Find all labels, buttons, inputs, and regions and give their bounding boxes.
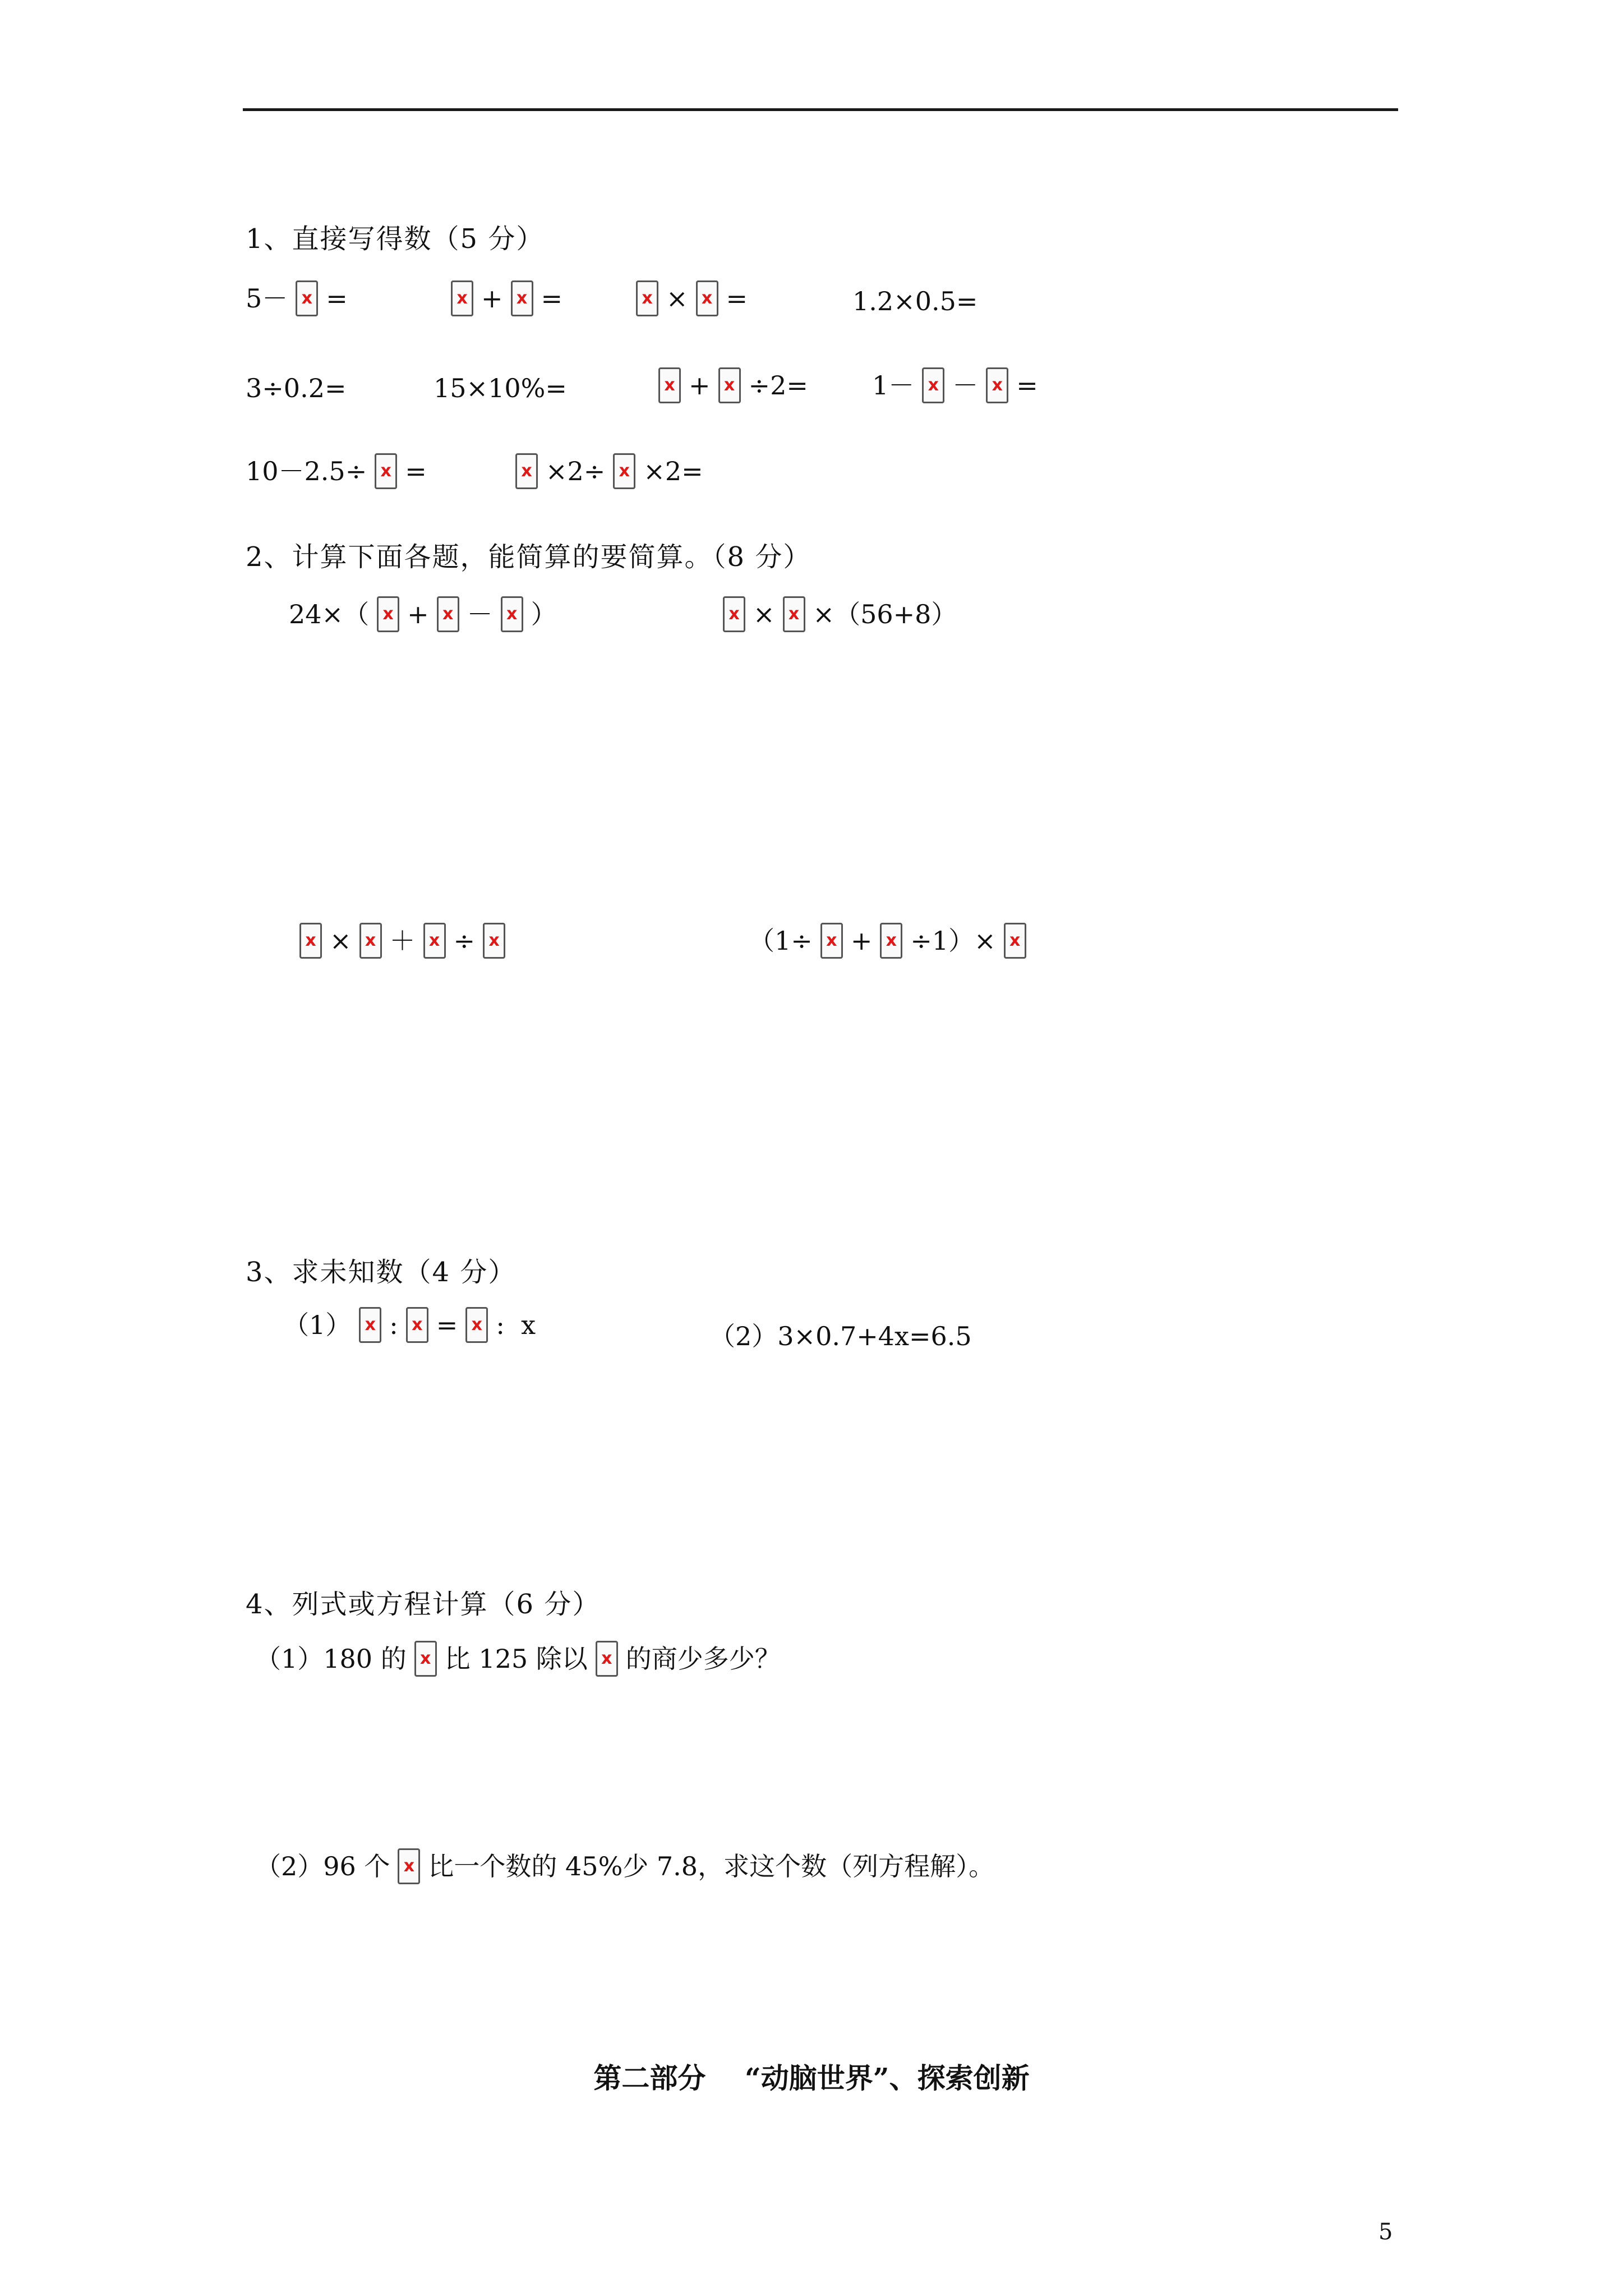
broken-image-icon — [359, 923, 382, 959]
q1-row2-c: x +x ÷2= — [651, 367, 808, 403]
q4-problem-2: （2）96 个x 比一个数的 45%少 7.8，求这个数（列方程解）。 — [255, 1848, 994, 1884]
q3-problem-1: （1）x :x =x : x — [283, 1307, 536, 1343]
q2-title: 2、计算下面各题，能简算的要简算。（8 分） — [246, 541, 811, 573]
q1-row3-b: x ×2÷x ×2= — [508, 453, 703, 489]
q4-problem-1: （1）180 的x 比 125 除以x 的商少多少？ — [255, 1641, 781, 1677]
broken-image-icon — [398, 1848, 420, 1884]
q1-row1-a: 5－x = — [246, 280, 348, 316]
broken-image-icon — [375, 453, 397, 489]
broken-image-icon — [696, 280, 718, 316]
broken-image-icon — [451, 280, 473, 316]
q1-row3-a: 10－2.5÷x = — [246, 453, 427, 489]
q1-row1-d: 1.2×0.5= — [852, 286, 978, 316]
broken-image-icon — [596, 1641, 618, 1677]
broken-image-icon — [658, 367, 681, 403]
broken-image-icon — [636, 280, 658, 316]
q2-problem-3: x×x ＋x ÷x — [292, 923, 513, 959]
broken-image-icon — [437, 596, 459, 632]
q3-title: 3、求未知数（4 分） — [246, 1256, 517, 1288]
broken-image-icon — [299, 923, 322, 959]
broken-image-icon — [723, 596, 745, 632]
broken-image-icon — [465, 1307, 488, 1343]
broken-image-icon — [359, 1307, 381, 1343]
broken-image-icon — [922, 367, 944, 403]
q2-problem-4: （1÷x +x ÷1）×x — [749, 923, 1034, 959]
q1-title: 1、直接写得数（5 分） — [246, 223, 545, 255]
broken-image-icon — [483, 923, 505, 959]
section-title: 第二部分 “动脑世界”、探索创新 — [593, 2062, 1030, 2095]
q4-title: 4、列式或方程计算（6 分） — [246, 1588, 601, 1620]
broken-image-icon — [820, 923, 843, 959]
q1-row2-a: 3÷0.2= — [246, 373, 347, 403]
q1-row2-b: 15×10%= — [434, 373, 567, 403]
q2-problem-1: 24×（x +x －x ） — [289, 596, 557, 632]
q1-row2-d: 1－x －x = — [872, 367, 1038, 403]
q1-row1-b: x +x = — [443, 280, 562, 316]
broken-image-icon — [414, 1641, 437, 1677]
broken-image-icon — [423, 923, 446, 959]
broken-image-icon — [377, 596, 399, 632]
header-rule — [243, 108, 1398, 111]
broken-image-icon — [296, 280, 318, 316]
broken-image-icon — [1004, 923, 1026, 959]
broken-image-icon — [613, 453, 635, 489]
broken-image-icon — [406, 1307, 428, 1343]
broken-image-icon — [783, 596, 805, 632]
q1-row1-c: x ×x = — [628, 280, 748, 316]
q3-problem-2: （2）3×0.7+4x=6.5 — [709, 1321, 972, 1351]
broken-image-icon — [501, 596, 523, 632]
q2-problem-2: x ×x ×（56+8） — [715, 596, 957, 632]
page-number: 5 — [1378, 2219, 1393, 2245]
broken-image-icon — [515, 453, 538, 489]
broken-image-icon — [880, 923, 902, 959]
broken-image-icon — [718, 367, 741, 403]
broken-image-icon — [511, 280, 533, 316]
broken-image-icon — [986, 367, 1008, 403]
